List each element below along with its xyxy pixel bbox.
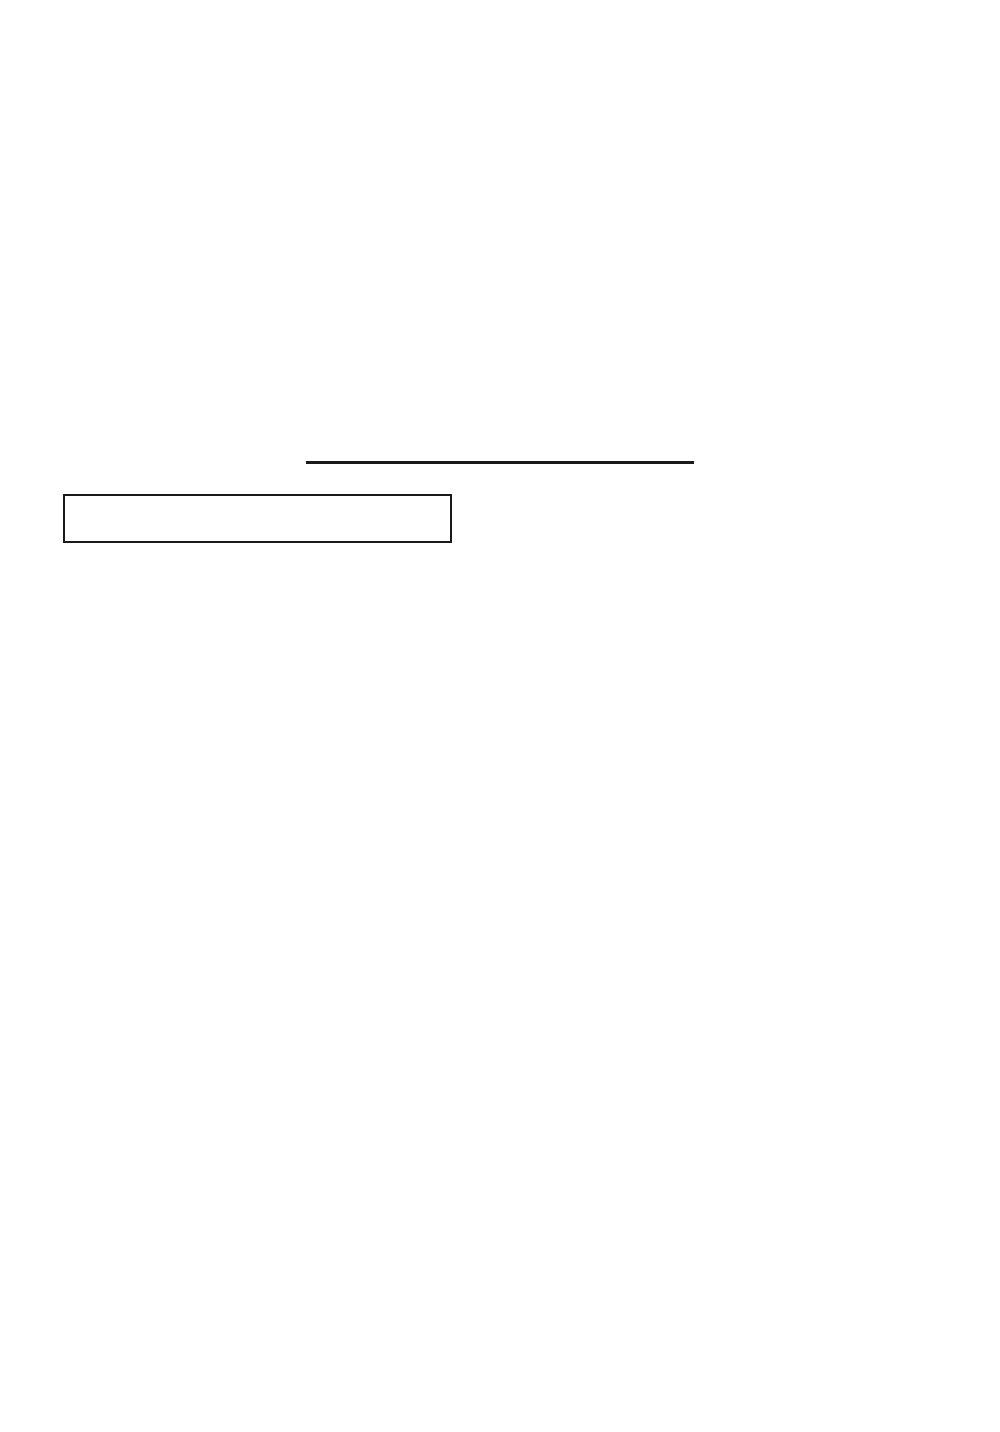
text-line bbox=[29, 775, 483, 797]
text-line bbox=[29, 660, 483, 682]
text-line bbox=[29, 819, 483, 841]
text-line bbox=[29, 568, 483, 590]
text-line bbox=[29, 638, 483, 660]
text-line bbox=[29, 797, 483, 819]
right-column bbox=[516, 486, 970, 490]
text-line bbox=[29, 612, 483, 634]
section-heading-box bbox=[63, 494, 452, 543]
text-line bbox=[29, 731, 483, 753]
paragraph-mittelschulen bbox=[29, 686, 483, 841]
subheading bbox=[29, 638, 483, 682]
text-line bbox=[29, 686, 483, 708]
text-line bbox=[29, 753, 483, 775]
text-line bbox=[29, 709, 483, 731]
text-line bbox=[29, 590, 483, 612]
intro-paragraph bbox=[29, 568, 483, 634]
section-divider bbox=[306, 461, 694, 464]
left-column bbox=[29, 568, 483, 841]
